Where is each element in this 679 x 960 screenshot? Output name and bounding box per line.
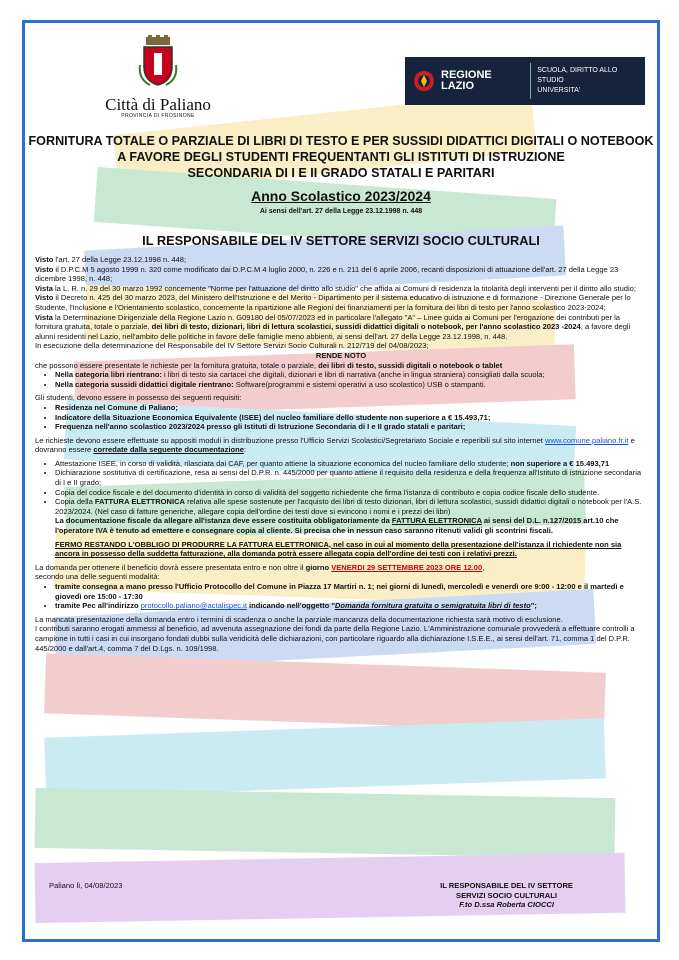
deadline-paragraph: La domanda per ottenere il beneficio dovrà essere presentata entro e non oltre il giorno VENERDI 29 SETTEMBRE 2023 ORE 12.00,	[35, 562, 485, 572]
requirements-list	[35, 403, 647, 432]
list-item: • Frequenza nell'anno scolastico 2023/2024 presso gli Istituti di Istruzione Secondaria di I e II grado statali e paritari;	[55, 422, 647, 432]
document-page	[22, 20, 660, 942]
categories-list	[35, 370, 647, 389]
pec-email-link[interactable]: protocollo.paliano@actalispec.it	[140, 601, 247, 611]
city-logo	[103, 35, 213, 120]
city-province: PROVINCIA DI FROSINONE	[121, 113, 195, 119]
signature-block: IL RESPONSABILE DEL IV SETTORE SERVIZI SOCIO CULTURALI F.to D.ssa Roberta CIOCCI	[440, 881, 573, 910]
list-item: • tramite Pec all'indirizzo protocollo.paliano@actalispec.it indicando nell'oggetto "Domanda fornitura gratuita o semigratuita libri di testo";	[55, 601, 647, 611]
rende-noto-intro: che possono essere presentate le richieste per la fornitura gratuita, totale o parziale, dei libri di testo, sussidi digitali o notebook o tablet	[35, 360, 503, 370]
submission-methods-list	[35, 582, 647, 611]
city-name: Città di Paliano	[105, 95, 211, 114]
esecuzione: In esecuzione della determinazione del Responsabile del IV Settore Servizi Socio Culturali n. 212/719 del 04/08/2023;	[35, 341, 429, 351]
visto-2: Visto il D.P.C.M 5 agosto 1999 n. 320 come modificato dai D.P.C.M 4 luglio 2000, n. 226 e n. 211 del 6 aprile 2006, recanti disposizioni di attuazione dell'art. 27 della Legge 23 dicembre 1998, n. 448;	[35, 264, 619, 284]
invoice-note: La documentazione fiscale da allegare all'istanza deve essere costituita obbligatoriamente da FATTURA ELETTRONICA ai sensi del D.L. n.127/2015 art.10 che l'operatore IVA è tenuto ad emettere e consegnare copia al cliente. Si precisa che in nessun caso saranno ritenuti validi gli scontrini fiscali.	[55, 516, 619, 536]
requirements-intro: Gli studenti, devono essere in possesso dei seguenti requisiti:	[35, 393, 242, 403]
deadline-date: VENERDI 29 SETTEMBRE 2023 ORE 12.00	[331, 562, 483, 572]
documentation-list	[35, 459, 647, 517]
region-dept-line1: SCUOLA, DIRITTO ALLO STUDIO	[537, 67, 618, 84]
law-reference: Ai sensi dell'art. 27 della Legge 23.12.1998 n. 448	[259, 208, 423, 215]
school-year: Anno Scolastico 2023/2024	[251, 188, 431, 204]
invoice-obligation-note: FERMO RESTANDO L'OBBLIGO DI PRODURRE LA FATTURA ELETTRONICA, nel caso in cui al momento della presentazione dell'istanza il richiedente non sia ancora in possesso della suddetta fatturazione, alla domanda potrà essere allegata copia dell'ordine dei testi con i relativi prezzi.	[55, 539, 622, 559]
region-name-line1: REGIONE	[441, 69, 492, 81]
visto-1: Visto l'art. 27 della Legge 23.12.1998 n. 448;	[35, 255, 187, 264]
requests-paragraph: Le richieste devono essere effettuate su appositi moduli in distribuzione presso l'Ufficio Servizi Scolastici/Segretariato Sociale e reperibili sul sito internet www.comune.paliano.fr.it e dovranno essere corredate dalla seguente documentazione:	[35, 435, 635, 455]
list-item: • Copia del codice fiscale e del documento d'identità in corso di validità del soggetto richiedente che firma l'istanza di contributo e copia codice fiscale dello studente.	[55, 488, 647, 498]
website-link[interactable]: www.comune.paliano.fr.it	[545, 435, 629, 445]
modalita-intro: secondo una delle seguenti modalità:	[35, 572, 160, 582]
rende-noto-heading: RENDE NOTO	[315, 350, 367, 360]
list-item: • Residenza nel Comune di Paliano;	[55, 403, 647, 413]
vista-determinazione: Vista la Determinazione Dirigenziale della Regione Lazio n. G09180 del 05/07/2023 ed in particolare l'allegato "A" – Linee guida ai Comuni per l'erogazione dei contributi per la fornitura gratuita, totale o parziale, dei libri di testo, dizionari, libri di lettura scolastici, sussidi didattici digitali o notebook, per l'anno scolastico 2023 -2024, a favore degli alunni residenti nel Lazio, nell'ambito delle politiche in favore delle famiglie meno abbienti, ai sensi dell'art. 27 della Legge 23.12.1998, n. 448.	[35, 312, 631, 341]
region-dept-line2: UNIVERSITA'	[537, 87, 581, 94]
document-body	[35, 255, 647, 653]
place-date: Paliano lì, 04/08/2023	[49, 881, 123, 890]
responsible-heading: IL RESPONSABILE DEL IV SETTORE SERVIZI SOCIO CULTURALI	[142, 233, 540, 248]
list-item: • Nella categoria sussidi didattici digitale rientrano: Software(programmi e sistemi operativi a uso scolastico) USB o stampanti.	[55, 380, 647, 390]
contributions-note: I contributi saranno erogati ammessi al beneficio, ad avvenuta assegnazione dei fondi da parte della Regione Lazio. L'Amministrazione comunale provvederà a effettuare controlli a campione in tutti i casi in cui insorgano fondati dubbi sulla veridicità delle dichiarazioni, con particolare riguardo alla dichiarazione I.S.E.E., ai sensi dell'art. 71, comma 1 del D.P.R. 445/2000 e dall'art.4, comma 7 del D.Lgs. n. 109/1998.	[35, 624, 635, 653]
list-item: • tramite consegna a mano presso l'Ufficio Protocollo del Comune in Piazza 17 Martiri n. 1; nei giorni di lunedì, mercoledì e venerdì ore 9:00 - 12:00 e il martedì e giovedì ore 15:00 - 17:30	[55, 582, 647, 601]
visto-4: Visto il Decreto n. 425 del 30 marzo 2023, del Ministero dell'Istruzione e del Merito - Dipartimento per il sistema educativo di istruzione e di formazione - Direzione Generale per lo Studente, l'Inclusione e l'Orientamento scolastico, concernente la ripartizione alle Regioni dei finanziamenti per la fornitura dei libri di testo per l'anno scolastico 2023-2024;	[35, 293, 631, 312]
list-item: • Nella categoria libri rientrano: i libri di testo sia cartacei che digitali, dizionari e libri di narrativa (anche in lingua straniera) consigliati dalla scuola;	[55, 370, 647, 380]
region-emblem-icon	[413, 70, 435, 92]
city-crest-icon	[138, 35, 178, 87]
document-title: FORNITURA TOTALE O PARZIALE DI LIBRI DI TESTO E PER SUSSIDI DIDATTICI DIGITALI O NOTEBOOK A FAVORE DEGLI STUDENTI FREQUENTANTI GLI ISTITUTI DI ISTRUZIONE SECONDARIA DI I E II GRADO STATALI E PARITARI	[28, 134, 654, 180]
region-name-line2: LAZIO	[441, 80, 474, 92]
list-item: • Copia della FATTURA ELETTRONICA relativa alle spese sostenute per l'acquisto dei libri di testo dizionari, libri di lettura scolastici, sussidi didattici digitali o notebook per l'A.S. 2023/2024. (Nel caso di fatture generiche, allegare copia dell'ordine dei testi dove si evincono i nomi e i prezzi dei libri)	[55, 497, 647, 516]
region-logo	[405, 57, 645, 105]
list-item: • Indicatore della Situazione Economica Equivalente (ISEE) del nucleo familiare dello studente non superiore a € 15.493,71;	[55, 413, 647, 423]
vista-3: Vista la L. R. n. 29 del 30 marzo 1992 concernente "Norme per l'attuazione del diritto allo studio" che affida ai Comuni di residenza la titolarità degli interventi per il diritto allo studio;	[35, 283, 636, 293]
list-item: • Dichiarazione sostitutiva di certificazione, resa ai sensi del D.P.R. n. 445/2000 per quanto attiene il requisito della residenza e della frequenza all'Istituto di istruzione secondaria di I e II grado;	[55, 468, 647, 487]
exclusion-note: La mancata presentazione della domanda entro i termini di scadenza o anche la parziale mancanza della documentazione richiesta sarà motivo di esclusione.	[35, 614, 563, 624]
list-item: • Attestazione ISEE, in corso di validità, rilasciata dai CAF, per quanto attiene la situazione economica del nucleo familiare dello studente; non superiore a € 15.493,71	[55, 459, 647, 469]
document-footer	[49, 881, 633, 910]
